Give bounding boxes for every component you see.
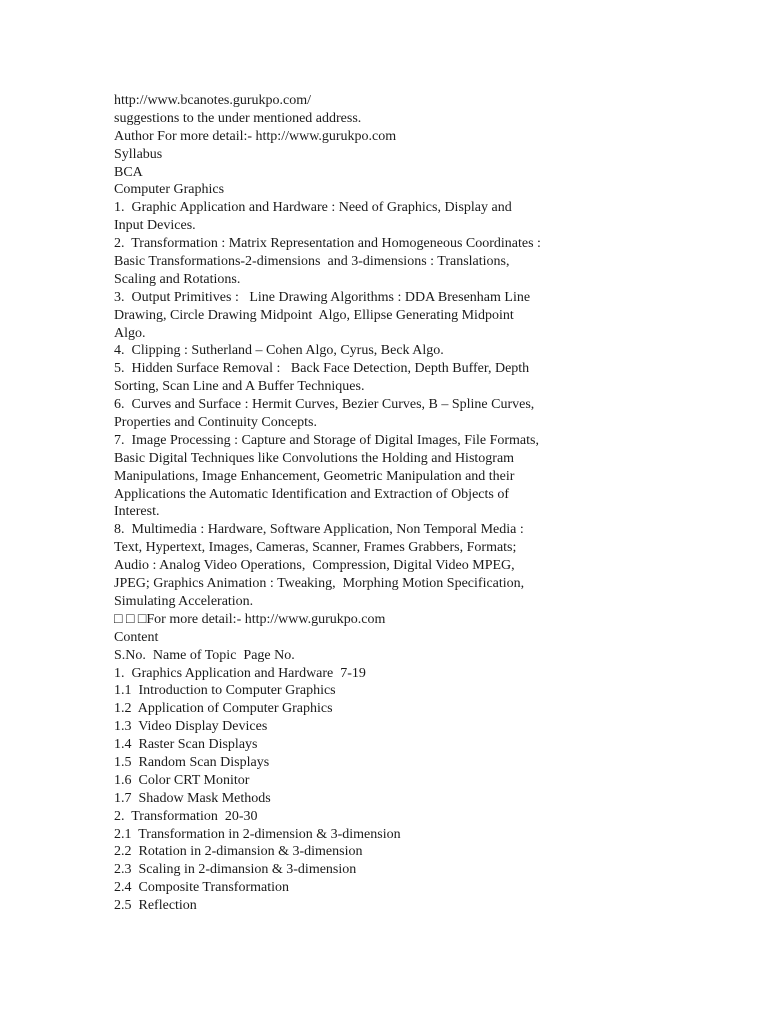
text-line: Scaling and Rotations. bbox=[114, 271, 241, 287]
text-line: Content bbox=[114, 629, 159, 645]
text-line: 6. Curves and Surface : Hermit Curves, Bezier Curves, B – Spline Curves, bbox=[114, 397, 535, 413]
text-line: 2.4 Composite Transformation bbox=[114, 880, 290, 896]
text-line: Applications the Automatic Identification and Extraction of Objects of bbox=[114, 486, 510, 502]
text-line: JPEG; Graphics Animation : Tweaking, Morphing Motion Specification, bbox=[114, 576, 525, 592]
text-line: 2.1 Transformation in 2-dimension & 3-dimension bbox=[114, 826, 401, 842]
text-line: Properties and Continuity Concepts. bbox=[114, 415, 317, 431]
text-line: 2.2 Rotation in 2-dimansion & 3-dimension bbox=[114, 844, 363, 860]
text-line: 1.3 Video Display Devices bbox=[114, 719, 268, 735]
text-line: 1. Graphics Application and Hardware 7-19 bbox=[114, 665, 366, 681]
text-line: BCA bbox=[114, 164, 143, 180]
text-line: Author For more detail:- http://www.gurukpo.com bbox=[114, 128, 397, 144]
text-line: Simulating Acceleration. bbox=[114, 593, 254, 609]
text-line: Computer Graphics bbox=[114, 182, 225, 198]
text-line: Syllabus bbox=[114, 146, 163, 162]
text-line: Drawing, Circle Drawing Midpoint Algo, Ellipse Generating Midpoint bbox=[114, 307, 514, 323]
text-line: 5. Hidden Surface Removal : Back Face Detection, Depth Buffer, Depth bbox=[114, 361, 530, 377]
text-line: 3. Output Primitives : Line Drawing Algorithms : DDA Bresenham Line bbox=[114, 289, 531, 305]
text-line: 1.2 Application of Computer Graphics bbox=[114, 701, 333, 717]
text-line: Audio : Analog Video Operations, Compression, Digital Video MPEG, bbox=[114, 558, 515, 574]
text-line: 1. Graphic Application and Hardware : Need of Graphics, Display and bbox=[114, 200, 512, 216]
text-line: Manipulations, Image Enhancement, Geometric Manipulation and their bbox=[114, 468, 515, 484]
text-line: 7. Image Processing : Capture and Storage of Digital Images, File Formats, bbox=[114, 432, 539, 448]
text-line: 8. Multimedia : Hardware, Software Application, Non Temporal Media : bbox=[114, 522, 524, 538]
text-line: 2. Transformation : Matrix Representation and Homogeneous Coordinates : bbox=[114, 236, 541, 252]
text-line: S.No. Name of Topic Page No. bbox=[114, 647, 295, 663]
text-line: Sorting, Scan Line and A Buffer Techniques. bbox=[114, 379, 365, 395]
text-line: 1.5 Random Scan Displays bbox=[114, 754, 270, 770]
text-line: □ □ □For more detail:- http://www.gurukpo.com bbox=[114, 611, 386, 627]
text-line: Input Devices. bbox=[114, 218, 196, 234]
text-line: Text, Hypertext, Images, Cameras, Scanner, Frames Grabbers, Formats; bbox=[114, 540, 517, 556]
text-line: Basic Transformations-2-dimensions and 3-dimensions : Translations, bbox=[114, 254, 510, 270]
text-line: 1.7 Shadow Mask Methods bbox=[114, 790, 271, 806]
text-line: 1.6 Color CRT Monitor bbox=[114, 772, 250, 788]
text-line: 1.4 Raster Scan Displays bbox=[114, 737, 258, 753]
text-line: Basic Digital Techniques like Convolutions the Holding and Histogram bbox=[114, 450, 515, 466]
text-line: 1.1 Introduction to Computer Graphics bbox=[114, 683, 336, 699]
text-line: Interest. bbox=[114, 504, 160, 520]
text-line: 2.3 Scaling in 2-dimansion & 3-dimension bbox=[114, 862, 357, 878]
text-line: 4. Clipping : Sutherland – Cohen Algo, Cyrus, Beck Algo. bbox=[114, 343, 444, 359]
text-line: http://www.bcanotes.gurukpo.com/ bbox=[114, 93, 312, 108]
text-line: 2.5 Reflection bbox=[114, 898, 197, 914]
text-line: suggestions to the under mentioned address. bbox=[114, 110, 362, 126]
text-line: 2. Transformation 20-30 bbox=[114, 808, 258, 824]
text-line: Algo. bbox=[114, 325, 146, 341]
document-body bbox=[114, 92, 584, 915]
